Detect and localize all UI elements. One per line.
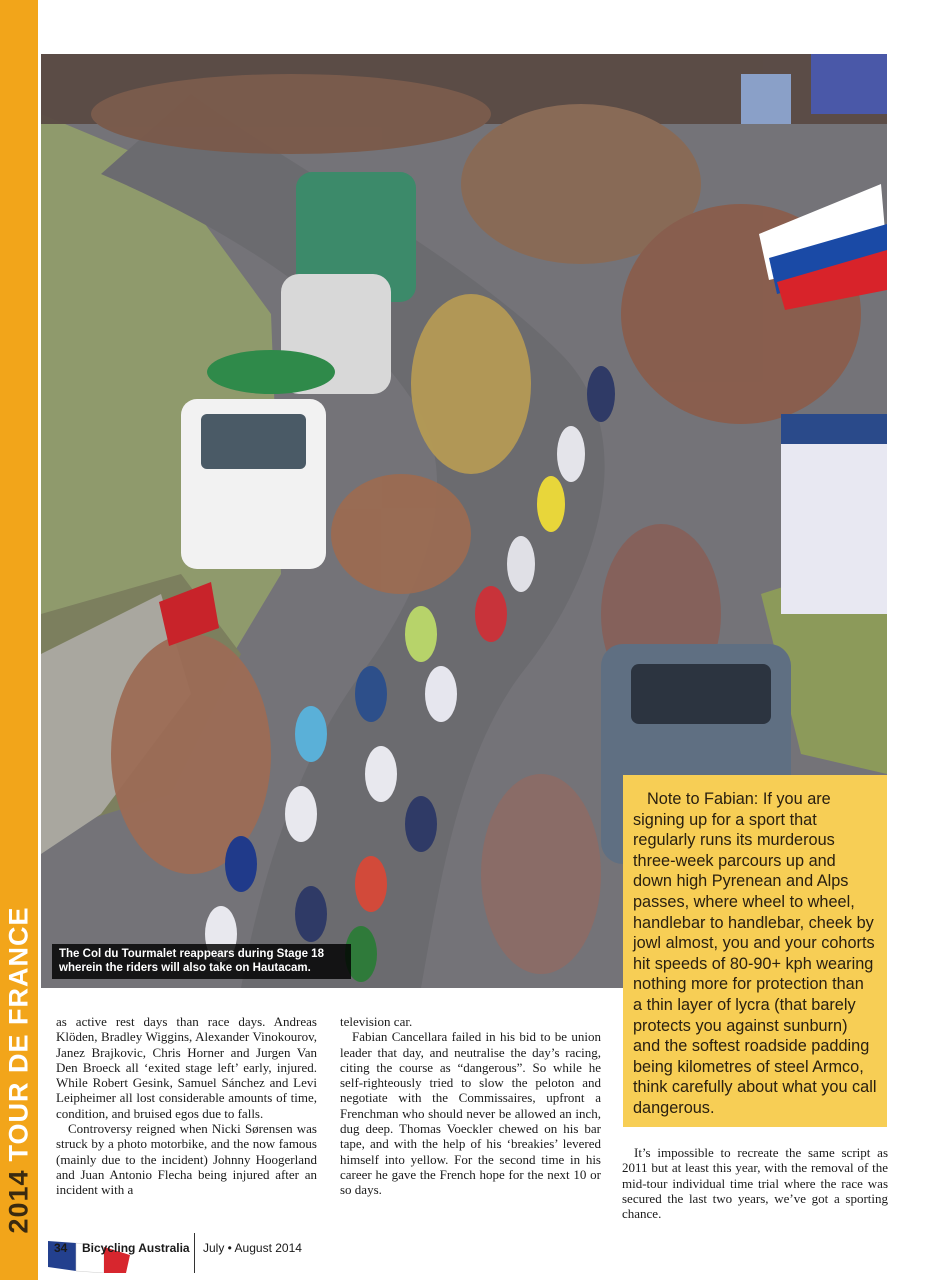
note-text: Note to Fabian: If you are signing up for a sport that regularly runs its murderous three-week parcours up and down high Pyrenean and Alps passes, where wheel to wheel, handlebar to handlebar, cheek by jowl almost, you and your cohorts hit speeds of 80-90+ kph wearing nothing more for protection than a thin layer of lycra (that barely protects you against sunburn) and the softest roadside padding being kilometres of steel Armco, think carefully about what you call dangerous. [633, 790, 877, 1117]
photo-caption [52, 944, 351, 979]
col3-paragraph-1: It’s impossible to recreate the same script as 2011 but at least this year, with the removal of the mid-tour individual time trial where the race was secured the last two years, we’ve got a sporting chance. [622, 1145, 888, 1222]
article-column-3 [622, 1145, 888, 1221]
article-column-2 [340, 1014, 601, 1198]
magazine-name: Bicycling Australia [82, 1241, 190, 1255]
section-name: TOUR DE FRANCE [3, 906, 34, 1162]
section-title [4, 906, 35, 1233]
article-column-1 [56, 1014, 317, 1198]
issue-date: July • August 2014 [203, 1241, 302, 1255]
page-number: 34 [54, 1241, 68, 1255]
col1-paragraph-2: Controversy reigned when Nicki Sørensen was struck by a photo motorbike, and the now famous (mainly due to the incident) Johnny Hoogerland and Juan Antonio Flecha being injured after an incident with a [56, 1121, 317, 1198]
note-box [623, 775, 887, 1127]
section-year: 2014 [3, 1169, 34, 1234]
col2-paragraph-2: Fabian Cancellara failed in his bid to be union leader that day, and neutralise the day’s racing, citing the course as “dangerous”. So while he self-righteously tried to slow the peloton and negotiate with the Commissaires, upfront a Frenchman who should never be allowed an inch, dug deep. Thomas Voeckler chewed on his bar tape, and with the help of his ‘breakies’ levered himself into yellow. For the second time in his career he gave the French hope for the next 10 or so days. [340, 1029, 601, 1198]
footer-divider [194, 1233, 195, 1273]
page-footer [44, 1233, 364, 1273]
col2-paragraph-1: television car. [340, 1014, 413, 1029]
col1-paragraph-1: as active rest days than race days. Andreas Klöden, Bradley Wiggins, Alexander Vinokourov, Janez Brajkovic, Chris Horner and Jurgen Van Den Broeck all ‘exited stage left’ early, injured. While Robert Gesink, Samuel Sánchez and Levi Leipheimer all lost considerable amounts of time, condition, and bruised egos due to falls. [56, 1014, 317, 1121]
caption-line-2: wherein the riders will also take on Hautacam. [59, 962, 311, 974]
caption-line-1: The Col du Tourmalet reappears during Stage 18 [59, 948, 324, 960]
